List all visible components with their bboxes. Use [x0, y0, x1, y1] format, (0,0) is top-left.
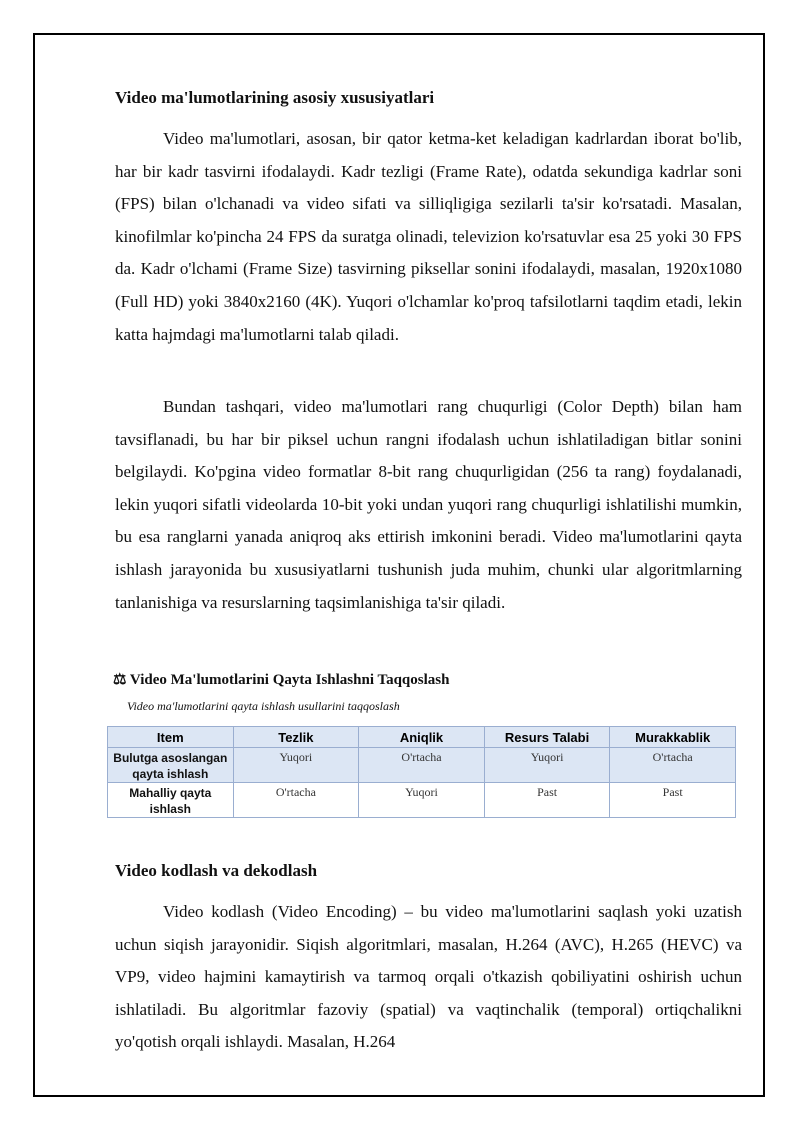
row-label: Mahalliy qayta ishlash [108, 783, 234, 818]
table-title: ⚖ Video Ma'lumotlarini Qayta Ishlashni Taqqoslash [113, 672, 450, 688]
row-label: Bulutga asoslangan qayta ishlash [108, 748, 234, 783]
column-header: Murakkablik [610, 727, 736, 748]
section-heading: Video kodlash va dekodlash [115, 861, 318, 880]
column-header: Resurs Talabi [484, 727, 610, 748]
table-cell: Yuqori [233, 748, 359, 783]
table-row [108, 783, 736, 818]
table-row [108, 748, 736, 783]
table-cell: Yuqori [359, 783, 485, 818]
paragraph: Video kodlash (Video Encoding) – bu video ma'lumotlarini saqlash yoki uzatish uchun siqish jarayonidir. Siqish algoritmlari, masalan, H.264 (AVC), H.265 (HEVC) va VP9, video hajmini kamaytirish va tarmoq orqali o'tkazish qobiliyatini oshirish uchun ishlatiladi. Bu algoritmlar fazoviy (spatial) va vaqtinchalik (temporal) ortiqchalikni yo'qotish orqali ishlaydi. Masalan, H.264 [115, 902, 742, 1052]
table-subtitle: Video ma'lumotlarini qayta ishlash usullarini taqqoslash [127, 699, 400, 713]
paragraph: Video ma'lumotlari, asosan, bir qator ketma-ket keladigan kadrlardan iborat bo'lib, har bir kadr tasvirni ifodalaydi. Kadr tezligi (Frame Rate), odatda sekundiga kadrlar soni (FPS) bilan o'lchanadi va video sifati va silliqligiga sezilarli ta'sir ko'rsatadi. Masalan, kinofilmlar ko'pincha 24 FPS da suratga olinadi, televizion ko'rsatuvlar esa 25 yoki 30 FPS da. Kadr o'lchami (Frame Size) tasvirning piksellar sonini ifodalaydi, masalan, 1920x1080 (Full HD) yoki 3840x2160 (4K). Yuqori o'lchamlar ko'proq tafsilotlarni taqdim etadi, lekin katta hajmdagi ma'lumotlarni talab qiladi. [115, 129, 742, 344]
section-heading: Video ma'lumotlarining asosiy xususiyatlari [115, 88, 435, 107]
paragraph: Bundan tashqari, video ma'lumotlari rang chuqurligi (Color Depth) bilan ham tavsiflanadi, bu har bir piksel uchun rangni ifodalash uchun ishlatiladigan bitlar sonini belgilaydi. Ko'pgina video formatlar 8-bit rang chuqurligidan (256 ta rang) foydalanadi, lekin yuqori sifatli videolarda 10-bit yoki undan yuqori rang chuqurligi ishlatilishi mumkin, bu esa ranglarni yanada aniqroq aks ettirish imkonini beradi. Video ma'lumotlarini qayta ishlash jarayonida bu xususiyatlarni tushunish juda muhim, chunki ular algoritmlarning tanlanishiga va resurslarning taqsimlanishiga ta'sir qiladi. [115, 397, 742, 612]
comparison-table [107, 726, 736, 818]
column-header: Aniqlik [359, 727, 485, 748]
table-cell: Past [484, 783, 610, 818]
table-cell: O'rtacha [359, 748, 485, 783]
table-cell: Past [610, 783, 736, 818]
table-cell: O'rtacha [233, 783, 359, 818]
table-cell: Yuqori [484, 748, 610, 783]
column-header: Tezlik [233, 727, 359, 748]
table-cell: O'rtacha [610, 748, 736, 783]
table-header-row [108, 727, 736, 748]
column-header: Item [108, 727, 234, 748]
